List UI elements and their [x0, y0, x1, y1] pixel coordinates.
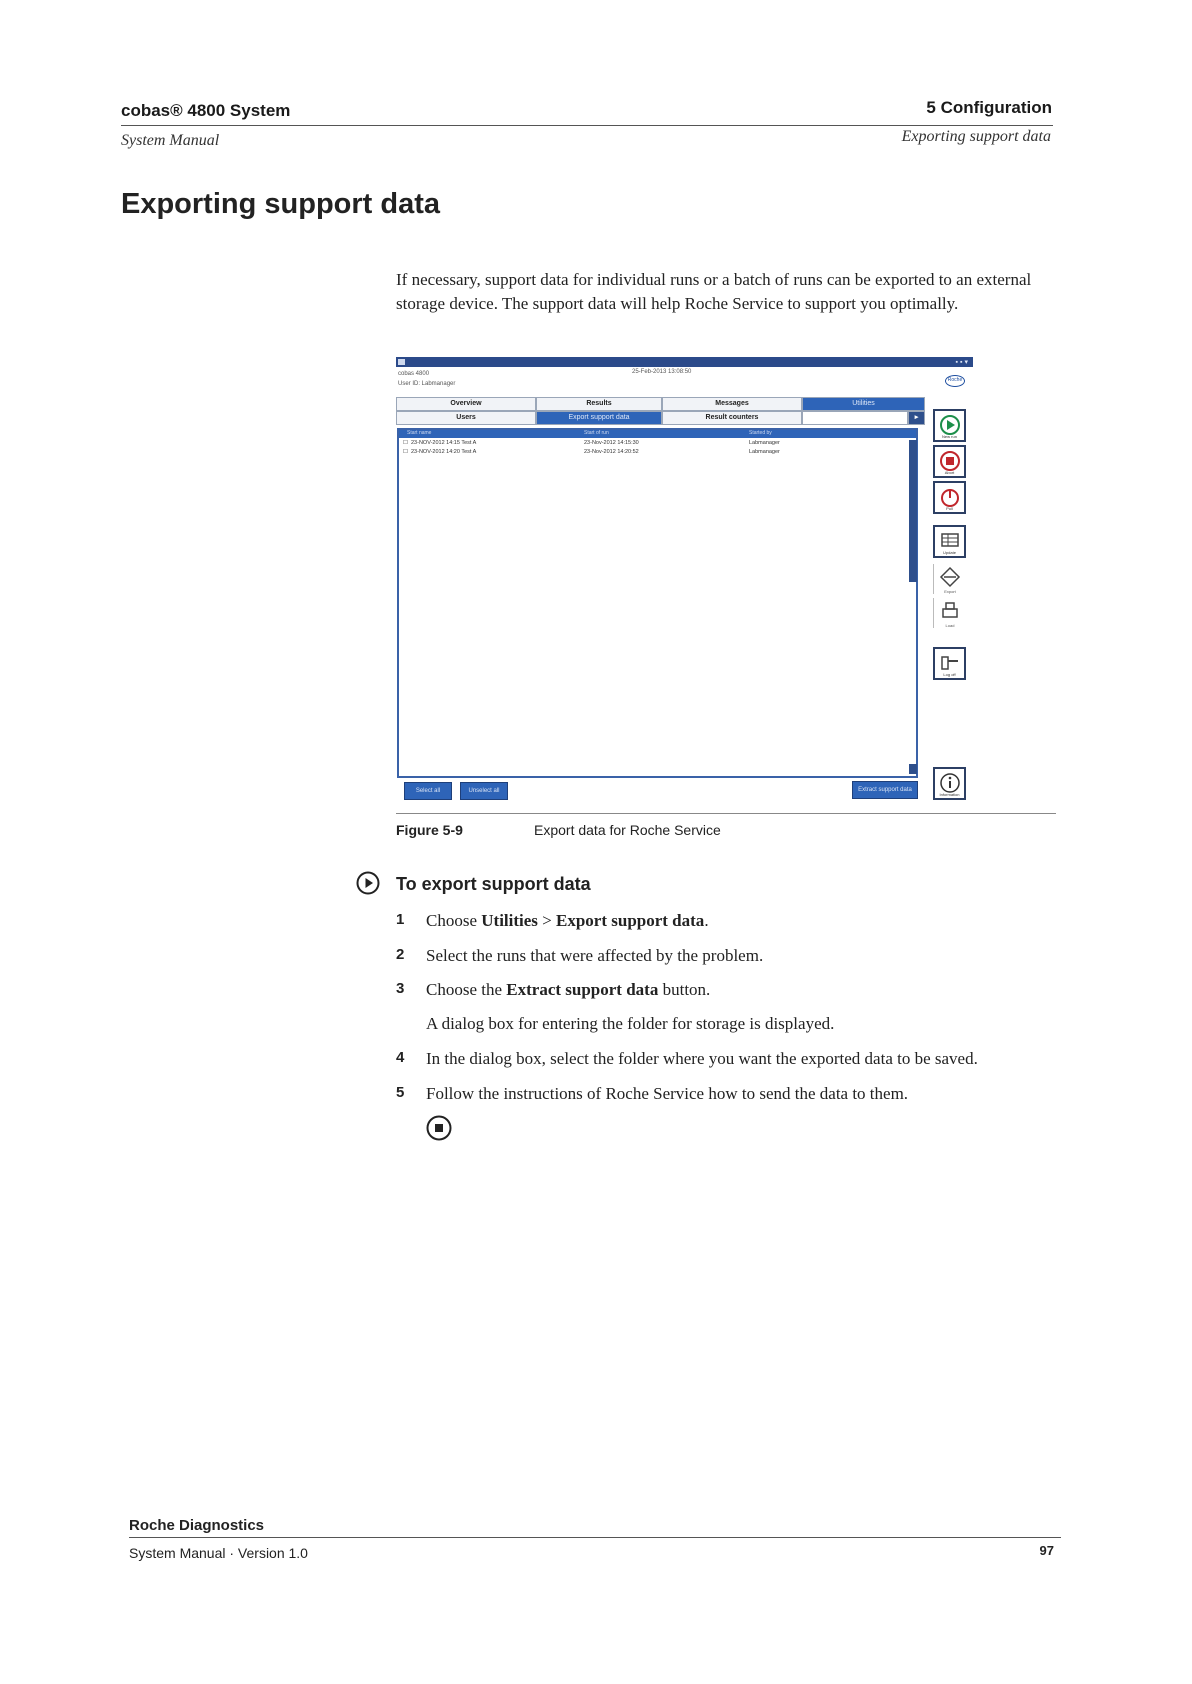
scroll-corner[interactable] — [909, 764, 917, 774]
intro-paragraph: If necessary, support data for individual runs or a batch of runs can be exported to an external storage device. The support data will help Roche Service to support you optimally. — [396, 270, 1032, 313]
row-start-time: 23-Nov-2012 14:15:30 — [584, 440, 639, 446]
column-header-start-of-run[interactable]: Start of run — [584, 430, 609, 436]
list-header — [399, 430, 916, 438]
step-number: 4 — [396, 1049, 405, 1066]
step-number: 3 — [396, 980, 405, 997]
log-off-button[interactable] — [933, 647, 966, 680]
footer-company: Roche Diagnostics — [129, 1517, 265, 1534]
table-row[interactable] — [403, 449, 903, 458]
user-label: User ID: Labmanager — [398, 381, 456, 387]
information-button[interactable] — [933, 767, 966, 800]
runs-list — [397, 428, 918, 778]
procedure-end-icon — [426, 1115, 452, 1141]
figure-caption: Export data for Roche Service — [534, 822, 721, 838]
update-caption: Update — [943, 550, 956, 555]
load-button[interactable] — [933, 598, 966, 628]
datetime-display: 25-Feb-2013 13:08:50 — [632, 369, 692, 375]
step-3-result: A dialog box for entering the folder for storage is displayed. — [426, 1014, 835, 1033]
roche-logo: Roche — [945, 375, 965, 387]
system-label: cobas 4800 — [398, 371, 430, 377]
window-controls-icon[interactable]: ▪▪▾ — [955, 359, 970, 366]
tab-result-counters[interactable]: Result counters — [662, 411, 802, 425]
header-product: cobas® 4800 System — [121, 101, 291, 120]
unselect-all-button[interactable]: Unselect all — [460, 782, 508, 800]
row-start-name: 23-NOV-2012 14:20 Test A — [411, 449, 477, 455]
export-button[interactable] — [933, 564, 966, 594]
footer-manual-version: System Manual · Version 1.0 — [129, 1545, 308, 1561]
bold-term: Export support data — [556, 911, 705, 930]
step-text: Follow the instructions of Roche Service how to send the data to them. — [426, 1084, 909, 1103]
tab-users[interactable]: Users — [396, 411, 536, 425]
window-titlebar — [396, 357, 973, 367]
row-started-by: Labmanager — [749, 440, 780, 446]
tab-results[interactable]: Results — [536, 397, 662, 411]
information-caption: Information — [939, 792, 960, 797]
log-off-icon — [939, 652, 961, 674]
tab-empty — [802, 411, 908, 425]
footer-rule — [129, 1537, 1061, 1538]
bold-term: Extract support data — [506, 980, 659, 999]
figure-screenshot — [396, 357, 973, 806]
select-all-button[interactable]: Select all — [404, 782, 452, 800]
new-run-button[interactable] — [933, 409, 966, 442]
table-row[interactable] — [403, 440, 903, 449]
bold-term: Utilities — [481, 911, 538, 930]
info-icon — [939, 772, 961, 794]
header-chapter: 5 Configuration — [926, 98, 1052, 117]
sub-tab-scroll-icon[interactable]: ▸ — [908, 411, 925, 425]
step-text: Select the runs that were affected by the problem. — [426, 946, 764, 965]
abort-caption: Abort — [944, 470, 955, 475]
pull-caption: Pull — [946, 506, 953, 511]
export-caption: Export — [944, 589, 956, 594]
tab-utilities[interactable]: Utilities — [802, 397, 925, 411]
header-rule — [121, 125, 1053, 126]
row-checkbox[interactable]: ☐ — [403, 440, 408, 446]
step-text: Choose the Extract support data button. — [426, 980, 711, 999]
page-number: 97 — [1039, 1543, 1054, 1558]
step-text: In the dialog box, select the folder where you want the exported data to be saved. — [426, 1049, 978, 1068]
row-checkbox[interactable]: ☐ — [403, 449, 408, 455]
load-caption: Load — [945, 623, 955, 628]
printer-icon — [939, 600, 961, 622]
step-text: Choose Utilities > Export support data. — [426, 911, 709, 930]
vertical-scrollbar[interactable] — [909, 440, 917, 582]
step-number: 2 — [396, 946, 405, 963]
procedure-start-icon — [356, 871, 380, 895]
procedure-title: To export support data — [396, 874, 591, 894]
column-header-started-by[interactable]: Started by — [749, 430, 772, 436]
row-started-by: Labmanager — [749, 449, 780, 455]
extract-support-data-button[interactable]: Extract support data — [852, 781, 918, 799]
app-logo-icon — [398, 359, 405, 365]
row-start-time: 23-Nov-2012 14:20:52 — [584, 449, 639, 455]
main-tabs — [396, 397, 925, 411]
sub-tabs — [396, 411, 925, 425]
step-number: 5 — [396, 1084, 405, 1101]
new-run-caption: New run — [942, 434, 957, 439]
tab-overview[interactable]: Overview — [396, 397, 536, 411]
tab-export-support-data[interactable]: Export support data — [536, 411, 662, 425]
column-header-start-name[interactable]: Start name — [407, 430, 432, 436]
header-manual: System Manual — [121, 132, 220, 149]
log-off-caption: Log off — [943, 672, 956, 677]
figure-rule — [396, 813, 1056, 814]
grid-icon — [939, 530, 961, 552]
row-start-name: 23-NOV-2012 14:15 Test A — [411, 440, 477, 446]
update-button[interactable] — [933, 525, 966, 558]
play-icon — [939, 414, 961, 436]
abort-button[interactable] — [933, 445, 966, 478]
tab-messages[interactable]: Messages — [662, 397, 802, 411]
export-arrow-icon — [939, 566, 961, 588]
step-number: 1 — [396, 911, 405, 928]
pull-button[interactable] — [933, 481, 966, 514]
power-icon — [939, 486, 961, 508]
page-title: Exporting support data — [121, 188, 440, 220]
stop-icon — [939, 450, 961, 472]
header-section: Exporting support data — [901, 128, 1051, 145]
figure-number: Figure 5-9 — [396, 822, 463, 838]
